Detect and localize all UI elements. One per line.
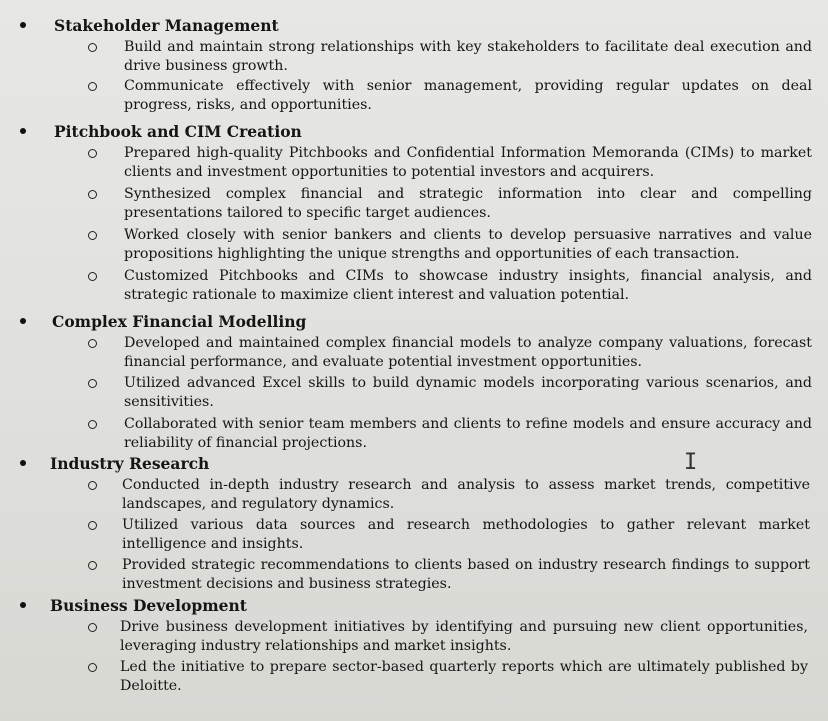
circle-bullet-icon <box>88 272 97 281</box>
circle-bullet-icon <box>88 149 97 158</box>
circle-bullet-icon <box>88 82 97 91</box>
list-item-text[interactable]: Provided strategic recommendations to clients based on industry research findings to support investment decisions and business strategies. <box>122 557 810 592</box>
section-heading: Business Development <box>50 596 247 615</box>
circle-bullet-icon <box>88 663 97 672</box>
section-heading: Complex Financial Modelling <box>52 312 307 331</box>
section-heading: Pitchbook and CIM Creation <box>54 122 302 141</box>
list-item-text[interactable]: Collaborated with senior team members and clients to refine models and ensure accuracy and reliability of financial projections. <box>124 416 812 451</box>
circle-bullet-icon <box>88 190 97 199</box>
list-item-text[interactable]: Communicate effectively with senior management, providing regular updates on deal progress, risks, and opportunities. <box>124 78 812 113</box>
circle-bullet-icon <box>88 521 97 530</box>
list-item-text[interactable]: Customized Pitchbooks and CIMs to showcase industry insights, financial analysis, and strategic rationale to maximize client interest and valuation potential. <box>124 268 812 303</box>
list-item-text[interactable]: Prepared high-quality Pitchbooks and Confidential Information Memoranda (CIMs) to market clients and investment opportunities to potential investors and acquirers. <box>124 145 812 180</box>
circle-bullet-icon <box>88 339 97 348</box>
circle-bullet-icon <box>88 623 97 632</box>
text-cursor-icon: I <box>684 450 698 475</box>
circle-bullet-icon <box>88 481 97 490</box>
section-heading: Industry Research <box>50 454 210 473</box>
bullet-dot <box>20 22 26 28</box>
list-item-text[interactable]: Synthesized complex financial and strategic information into clear and compelling presentations tailored to specific target audiences. <box>124 186 812 221</box>
list-item-text[interactable]: Developed and maintained complex financial models to analyze company valuations, forecast financial performance, and evaluate potential investment opportunities. <box>124 335 812 370</box>
bullet-dot <box>20 460 26 466</box>
list-item-text[interactable]: Utilized various data sources and research methodologies to gather relevant market intelligence and insights. <box>122 517 810 552</box>
bullet-dot <box>20 602 26 608</box>
list-item-text[interactable]: Worked closely with senior bankers and clients to develop persuasive narratives and value propositions highlighting the unique strengths and opportunities of each transaction. <box>124 227 812 262</box>
list-item-text[interactable]: Conducted in-depth industry research and analysis to assess market trends, competitive landscapes, and regulatory dynamics. <box>122 477 810 512</box>
list-item-text[interactable]: Led the initiative to prepare sector-based quarterly reports which are ultimately published by Deloitte. <box>120 659 808 694</box>
circle-bullet-icon <box>88 561 97 570</box>
circle-bullet-icon <box>88 43 97 52</box>
circle-bullet-icon <box>88 420 97 429</box>
list-item-text[interactable]: Drive business development initiatives by identifying and pursuing new client opportunities, leveraging industry relationships and market insights. <box>120 619 808 654</box>
list-item-text[interactable]: Build and maintain strong relationships with key stakeholders to facilitate deal execution and drive business growth. <box>124 39 812 74</box>
bullet-dot <box>20 318 26 324</box>
circle-bullet-icon <box>88 231 97 240</box>
circle-bullet-icon <box>88 379 97 388</box>
bullet-dot <box>20 128 26 134</box>
section-heading: Stakeholder Management <box>54 16 279 35</box>
list-item-text[interactable]: Utilized advanced Excel skills to build dynamic models incorporating various scenarios, and sensitivities. <box>124 375 812 410</box>
